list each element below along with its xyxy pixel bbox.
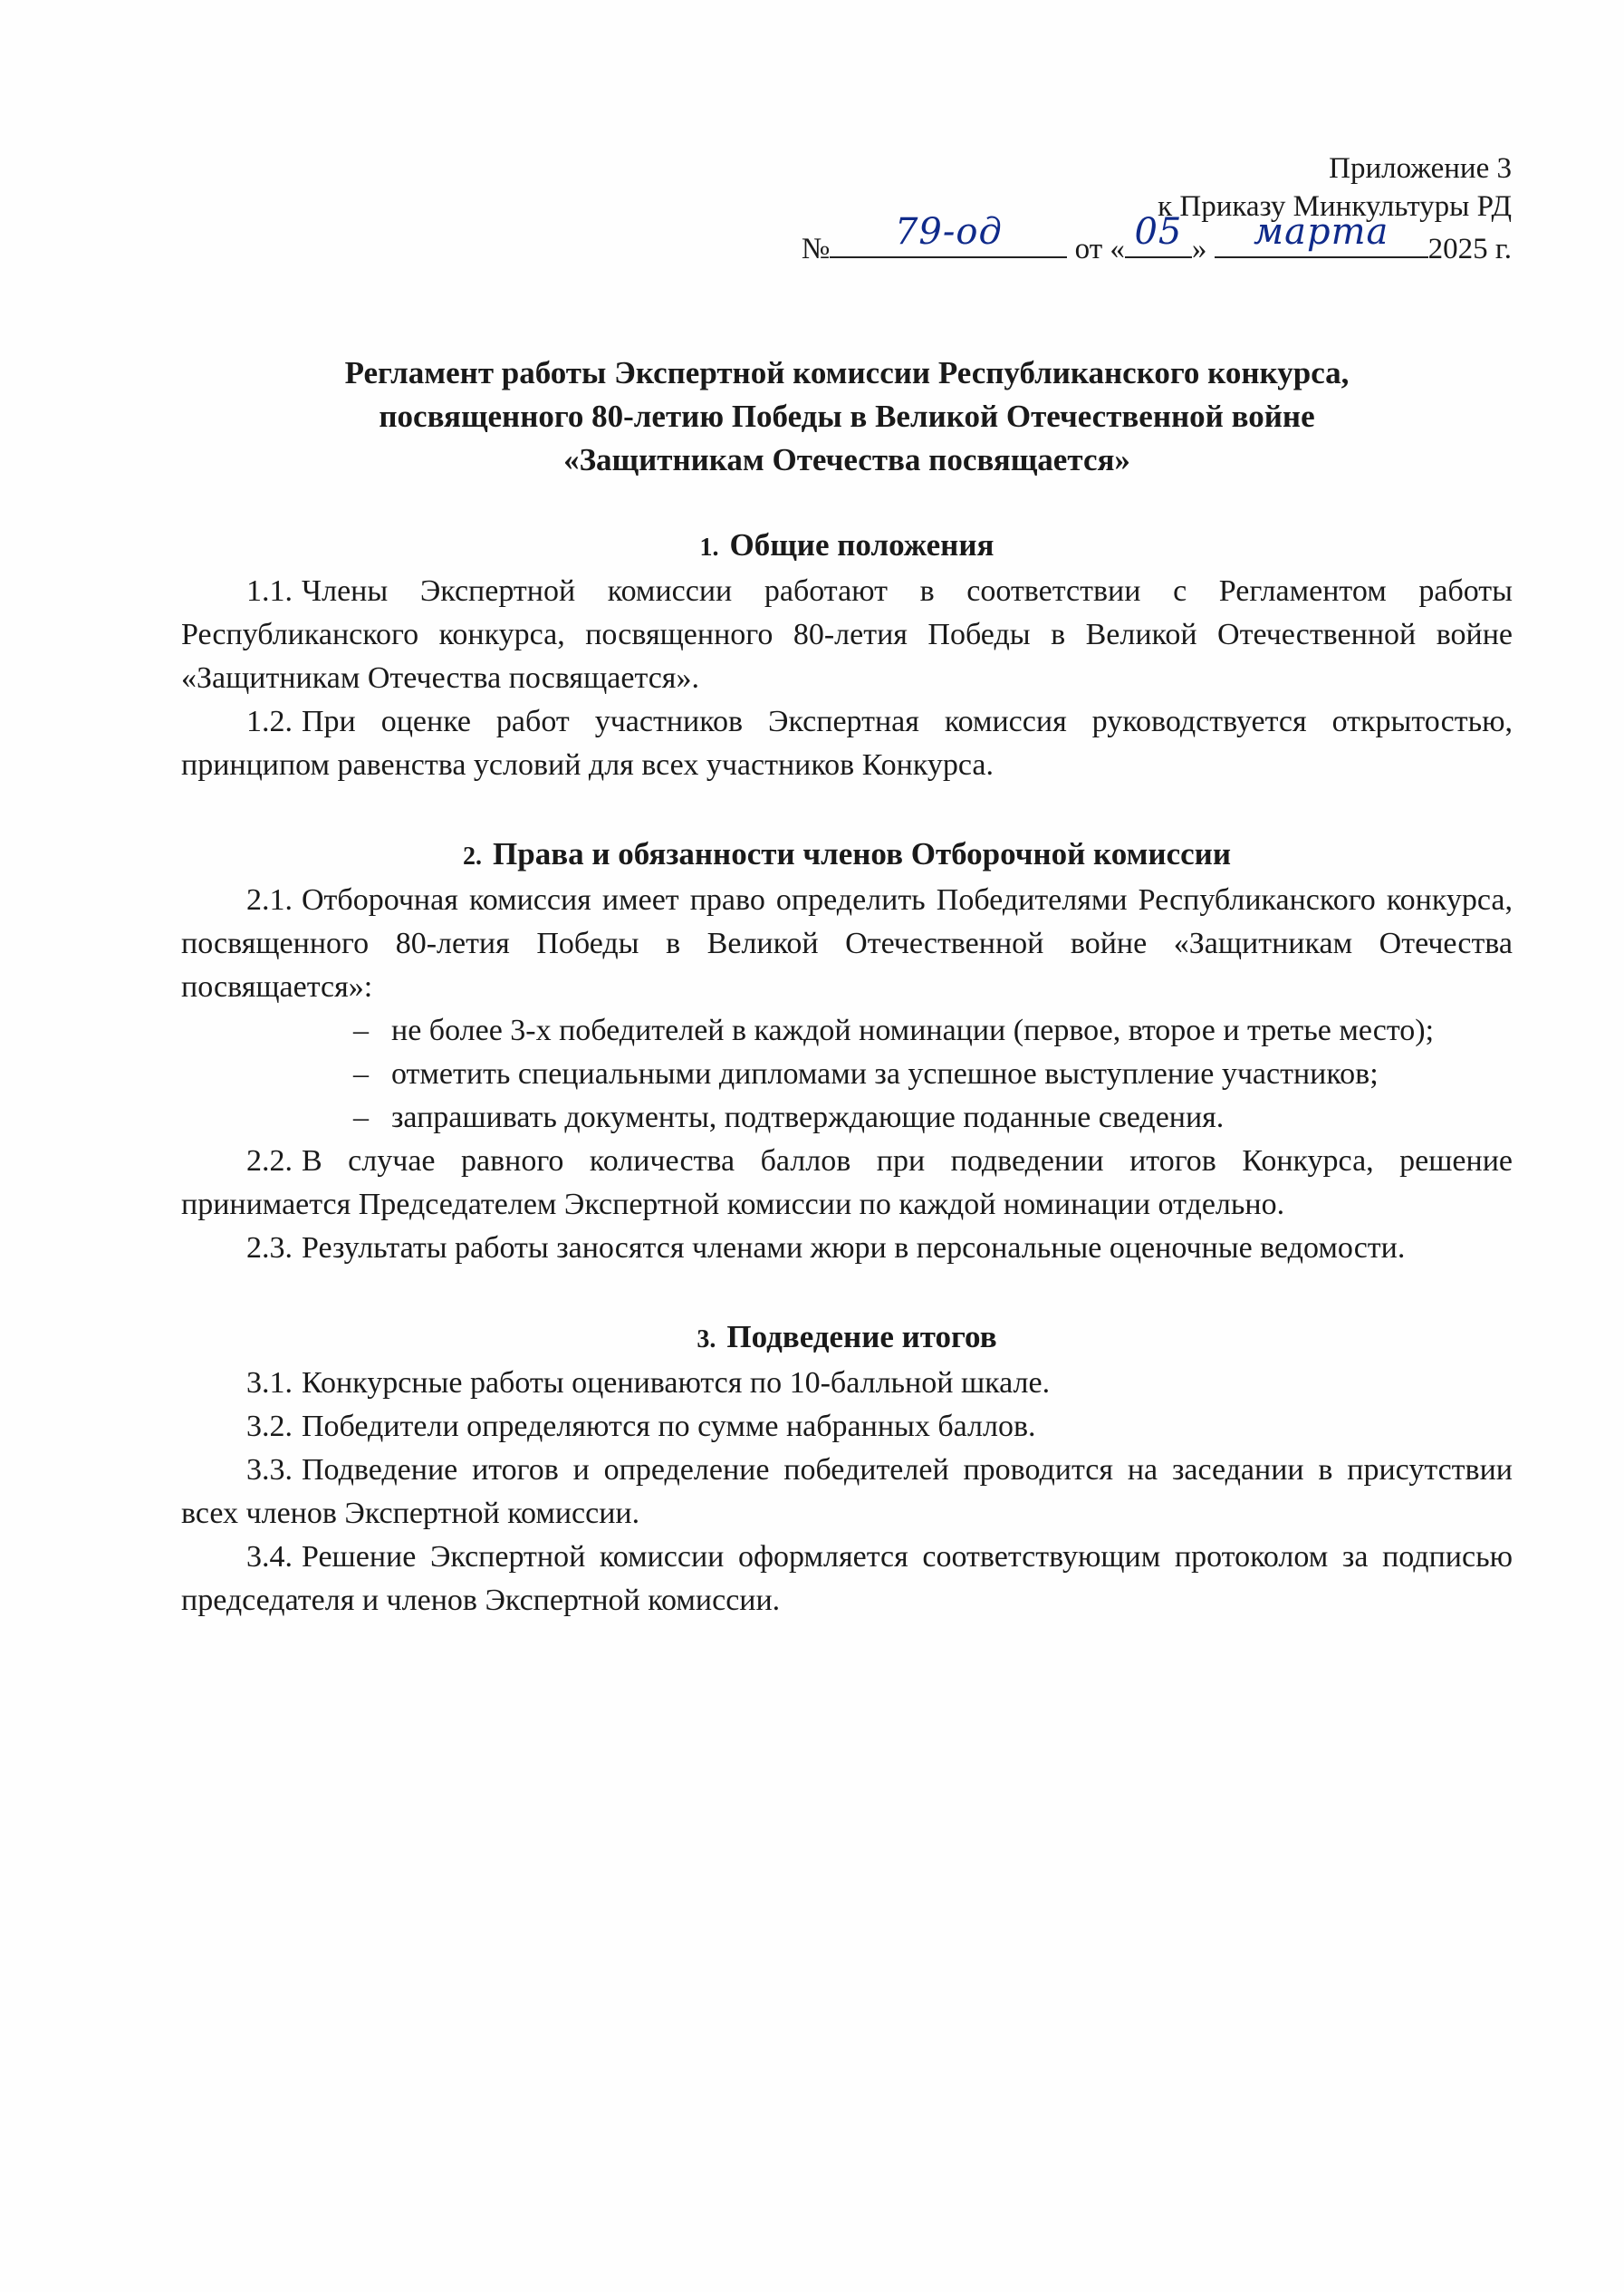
list-item: – не более 3-х победителей в каждой номинации (первое, второе и третье место); [353,1014,1435,1047]
paragraph: 2.3. Результаты работы заносятся членами жюри в персональные оценочные ведомости. [246,1231,1406,1265]
order-number-handwritten: 79-од [894,211,1003,253]
day-handwritten: 05 [1134,211,1183,253]
list-item: – отметить специальными дипломами за успешное выступление участников; [353,1057,1379,1091]
section-title: 1. Общие положения [699,527,995,563]
document-title [181,352,1513,482]
appendix-label: Приложение 3 [1329,152,1512,185]
appendix-header [697,149,1512,273]
paragraph: 3.2. Победители определяются по сумме набранных баллов. [246,1410,1036,1443]
month-handwritten: марта [1253,211,1389,253]
paragraph: 3.4. Решение Экспертной комиссии оформляется соответствующим протоколом за подписью председателя и членов Экспертной комиссии. [181,1540,1513,1617]
paragraph: 2.2. В случае равного количества баллов при подведении итогов Конкурса, решение принимается Председателем Экспертной комиссии по каждой номинации отдельно. [181,1144,1513,1221]
document-body [181,352,1513,1623]
order-reference: к Приказу Минкультуры РД [1158,190,1512,223]
paragraph: 1.2. При оценке работ участников Экспертная комиссия руководствуется открытостью, принципом равенства условий для всех участников Конкурса. [181,705,1513,782]
title-line-2: посвященного 80-летию Победы в Великой Отечественной войне [379,399,1315,434]
section-title: 3. Подведение итогов [697,1319,997,1354]
section-title: 2. Права и обязанности членов Отборочной комиссии [463,836,1231,872]
title-line-3: «Защитникам Отечества посвящается» [563,442,1130,477]
paragraph: 2.1. Отборочная комиссия имеет право определить Победителями Республиканского конкурса, посвященного 80-летия Победы в Великой Отечественной войне «Защитникам Отечества посвящается»: [181,883,1513,1004]
paragraph: 1.1. Члены Экспертной комиссии работают в соответствии с Регламентом работы Республиканского конкурса, посвященного 80-летия Победы в Великой Отечественной войне «Защитникам Отечества посвящается». [181,574,1513,695]
month-blank [1215,211,1428,258]
section-general [181,524,1513,787]
rights-list [181,1009,1513,1140]
number-sign: № [801,233,831,265]
section-results [181,1315,1513,1623]
paragraph: 3.3. Подведение итогов и определение победителей проводится на заседании в присутствии всех членов Экспертной комиссии. [181,1453,1513,1530]
order-number-date-line [697,211,1512,273]
paragraph: 3.1. Конкурсные работы оцениваются по 10-балльной шкале. [246,1366,1051,1400]
title-line-1: Регламент работы Экспертной комиссии Республиканского конкурса, [344,355,1350,390]
order-number-blank [830,211,1067,258]
date-prefix: от « [1074,233,1125,265]
date-mid: » [1191,233,1207,265]
section-rights [181,833,1513,1270]
year: 2025 г. [1427,233,1512,265]
day-blank [1125,211,1192,258]
list-item: – запрашивать документы, подтверждающие поданные сведения. [353,1101,1225,1134]
